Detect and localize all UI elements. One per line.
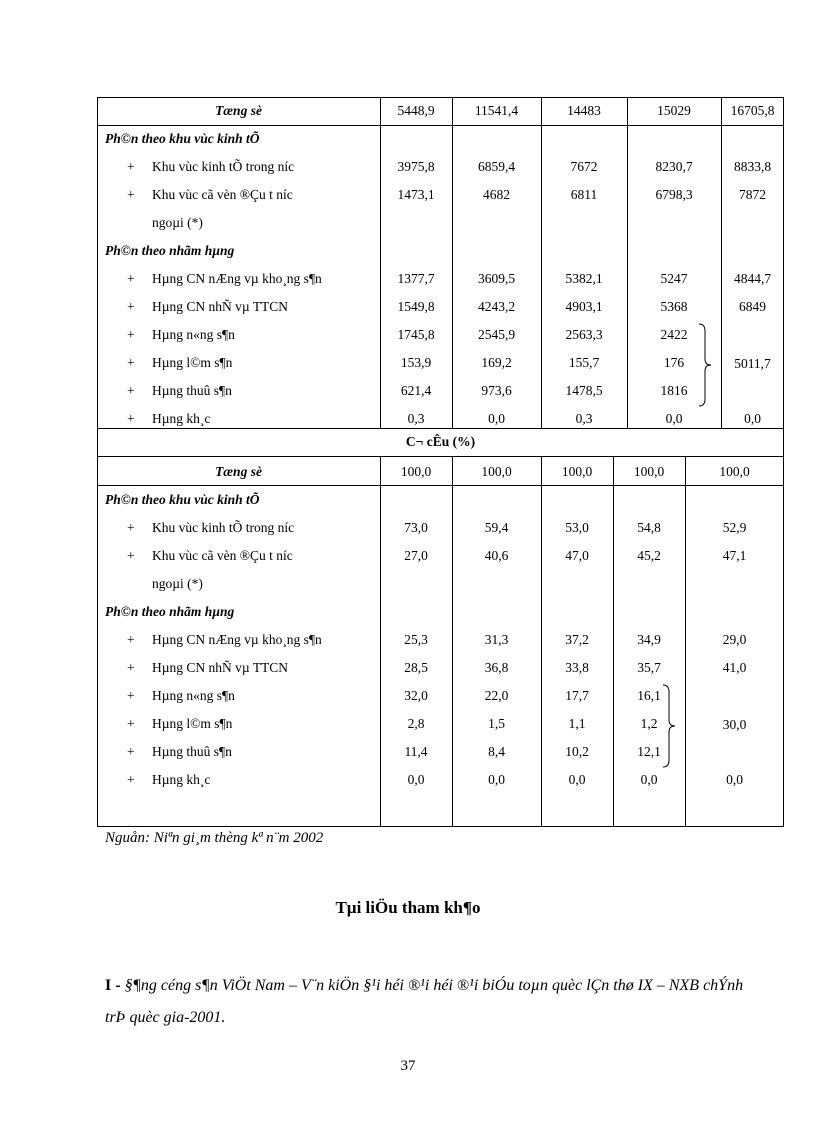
cell-value: 0,0 bbox=[726, 772, 743, 787]
cell-value: 11,4 bbox=[404, 744, 428, 759]
cell-value: 73,0 bbox=[404, 520, 428, 535]
cell-value: 47,0 bbox=[565, 548, 589, 563]
cell-value: 41,0 bbox=[722, 660, 747, 675]
cell-value: 169,2 bbox=[481, 355, 512, 370]
row-label: Hµng CN nÆng vµ kho¸ng s¶n bbox=[152, 271, 322, 286]
cell-value: 155,7 bbox=[568, 355, 600, 370]
cell-value: 6811 bbox=[570, 187, 598, 202]
cell-value: 3975,8 bbox=[397, 159, 435, 174]
total-value: 100,0 bbox=[633, 464, 665, 479]
cell-value: 33,8 bbox=[565, 660, 589, 675]
row-label: Hµng CN nÆng vµ kho¸ng s¶n bbox=[152, 632, 322, 647]
bullet-plus: + bbox=[127, 187, 135, 202]
cell-value: 973,6 bbox=[481, 383, 512, 398]
group-title: Ph©n theo nhãm hµng bbox=[105, 604, 235, 619]
cell-value: 37,2 bbox=[565, 632, 589, 647]
cell-value: 10,2 bbox=[565, 744, 589, 759]
table-border-top bbox=[97, 97, 784, 98]
cell-value: 35,7 bbox=[637, 660, 661, 675]
cell-value: 4844,7 bbox=[733, 271, 772, 286]
cell-value: 0,0 bbox=[744, 411, 761, 426]
col-divider-top bbox=[541, 97, 542, 428]
row-label: Hµng l©m s¶n bbox=[152, 716, 233, 731]
group-title: Ph©n theo nhãm hµng bbox=[105, 243, 235, 258]
row-divider bbox=[97, 485, 784, 486]
merge-brace bbox=[697, 323, 713, 407]
bullet-plus: + bbox=[127, 772, 135, 787]
structure-title: C¬ cÊu (%) bbox=[405, 434, 476, 449]
cell-value: 36,8 bbox=[484, 660, 509, 675]
row-label-cont: ngoµi (*) bbox=[152, 215, 203, 230]
cell-value: 0,0 bbox=[488, 772, 505, 787]
merge-brace bbox=[661, 684, 677, 768]
bullet-plus: + bbox=[127, 159, 135, 174]
bullet-plus: + bbox=[127, 271, 135, 286]
bullet-plus: + bbox=[127, 411, 135, 426]
row-label: Hµng CN nhÑ vµ TTCN bbox=[152, 660, 289, 675]
row-label: Hµng CN nhÑ vµ TTCN bbox=[152, 299, 289, 314]
cell-value: 27,0 bbox=[404, 548, 428, 563]
cell-value: 40,6 bbox=[484, 548, 509, 563]
cell-value: 12,1 bbox=[637, 744, 661, 759]
merged-value: 5011,7 bbox=[734, 356, 771, 371]
row-label: Hµng kh¸c bbox=[152, 772, 211, 787]
bullet-plus: + bbox=[127, 688, 135, 703]
cell-value: 1,2 bbox=[640, 716, 658, 731]
cell-value: 5382,1 bbox=[565, 271, 603, 286]
col-divider-top bbox=[452, 97, 453, 428]
total-value: 11541,4 bbox=[474, 103, 519, 118]
cell-value: 3609,5 bbox=[477, 271, 516, 286]
total-value: 100,0 bbox=[561, 464, 593, 479]
cell-value: 8,4 bbox=[488, 744, 505, 759]
cell-value: 0,0 bbox=[568, 772, 586, 787]
cell-value: 2563,3 bbox=[565, 327, 603, 342]
bullet-plus: + bbox=[127, 548, 135, 563]
merged-value: 30,0 bbox=[722, 717, 747, 732]
row-label: Khu vùc kinh tÕ trong níc bbox=[152, 159, 295, 174]
col-divider-top bbox=[627, 97, 628, 428]
row-label: Hµng n«ng s¶n bbox=[152, 688, 235, 703]
total-value: 15029 bbox=[657, 103, 691, 118]
page-number: 37 bbox=[400, 1058, 416, 1074]
cell-value: 4682 bbox=[483, 187, 510, 202]
cell-value: 2422 bbox=[660, 327, 688, 342]
bullet-plus: + bbox=[127, 299, 135, 314]
cell-value: 45,2 bbox=[637, 548, 661, 563]
cell-value: 17,7 bbox=[565, 688, 589, 703]
cell-value: 6859,4 bbox=[477, 159, 516, 174]
row-label: Hµng thuû s¶n bbox=[152, 383, 232, 398]
cell-value: 29,0 bbox=[722, 632, 747, 647]
cell-value: 53,0 bbox=[565, 520, 589, 535]
cell-value: 0,3 bbox=[575, 411, 593, 426]
table-border-bottom bbox=[97, 826, 784, 827]
row-label: Hµng thuû s¶n bbox=[152, 744, 232, 759]
cell-value: 0,0 bbox=[488, 411, 505, 426]
cell-value: 32,0 bbox=[404, 688, 428, 703]
row-divider bbox=[97, 456, 784, 457]
cell-value: 31,3 bbox=[484, 632, 509, 647]
cell-value: 1,1 bbox=[568, 716, 586, 731]
cell-value: 7672 bbox=[570, 159, 598, 174]
bullet-plus: + bbox=[127, 355, 135, 370]
cell-value: 6798,3 bbox=[655, 187, 693, 202]
cell-value: 1478,5 bbox=[565, 383, 603, 398]
cell-value: 4243,2 bbox=[477, 299, 516, 314]
total-label: Tæng sè bbox=[215, 103, 262, 118]
row-divider bbox=[97, 428, 784, 429]
cell-value: 621,4 bbox=[400, 383, 432, 398]
row-label: Hµng kh¸c bbox=[152, 411, 211, 426]
cell-value: 176 bbox=[663, 355, 685, 370]
row-label-cont: ngoµi (*) bbox=[152, 576, 203, 591]
bullet-plus: + bbox=[127, 383, 135, 398]
col-divider-top bbox=[380, 97, 381, 428]
cell-value: 5247 bbox=[660, 271, 688, 286]
total-value: 14483 bbox=[567, 103, 601, 118]
bullet-plus: + bbox=[127, 327, 135, 342]
cell-value: 0,0 bbox=[640, 772, 658, 787]
row-label: Hµng l©m s¶n bbox=[152, 355, 233, 370]
cell-value: 153,9 bbox=[400, 355, 432, 370]
cell-value: 1,5 bbox=[488, 716, 505, 731]
bullet-plus: + bbox=[127, 660, 135, 675]
reference-text: §¶ng céng s¶n ViÖt Nam – V¨n kiÖn §¹i héi ®¹i héi ®¹i biÓu toµn quèc lÇn thø IX – NXB chÝnh trÞ quèc gia-2001. bbox=[105, 977, 744, 1026]
row-label: Khu vùc cã vèn ®Çu t níc bbox=[152, 548, 293, 563]
bullet-plus: + bbox=[127, 520, 135, 535]
table-border-left bbox=[97, 97, 98, 827]
cell-value: 1816 bbox=[660, 383, 688, 398]
cell-value: 2545,9 bbox=[477, 327, 516, 342]
bullet-plus: + bbox=[127, 744, 135, 759]
total-label: Tæng sè bbox=[215, 464, 262, 479]
row-divider bbox=[97, 125, 784, 126]
total-value: 100,0 bbox=[481, 464, 512, 479]
cell-value: 16,1 bbox=[637, 688, 661, 703]
cell-value: 59,4 bbox=[484, 520, 509, 535]
cell-value: 54,8 bbox=[637, 520, 661, 535]
col-divider-top bbox=[721, 97, 722, 428]
row-label: Hµng n«ng s¶n bbox=[152, 327, 235, 342]
table-source: Nguån: Niªn gi¸m thèng kª n¨m 2002 bbox=[105, 830, 324, 846]
cell-value: 8230,7 bbox=[655, 159, 693, 174]
cell-value: 2,8 bbox=[407, 716, 425, 731]
row-label: Khu vùc cã vèn ®Çu t níc bbox=[152, 187, 293, 202]
cell-value: 6849 bbox=[739, 299, 766, 314]
total-value: 100,0 bbox=[719, 464, 750, 479]
bullet-plus: + bbox=[127, 716, 135, 731]
cell-value: 0,3 bbox=[407, 411, 425, 426]
total-value: 16705,8 bbox=[730, 103, 775, 118]
total-value: 100,0 bbox=[400, 464, 432, 479]
row-label: Khu vùc kinh tÕ trong níc bbox=[152, 520, 295, 535]
section-heading: Tµi liÖu tham kh¶o bbox=[335, 898, 481, 917]
cell-value: 25,3 bbox=[404, 632, 428, 647]
cell-value: 52,9 bbox=[722, 520, 747, 535]
cell-value: 22,0 bbox=[484, 688, 509, 703]
cell-value: 28,5 bbox=[404, 660, 428, 675]
cell-value: 1745,8 bbox=[397, 327, 435, 342]
cell-value: 4903,1 bbox=[565, 299, 603, 314]
cell-value: 1549,8 bbox=[397, 299, 435, 314]
cell-value: 8833,8 bbox=[733, 159, 772, 174]
bullet-plus: + bbox=[127, 632, 135, 647]
cell-value: 5368 bbox=[660, 299, 688, 314]
export-table bbox=[97, 97, 784, 827]
cell-value: 47,1 bbox=[722, 548, 747, 563]
cell-value: 0,0 bbox=[407, 772, 425, 787]
group-title: Ph©n theo khu vùc kinh tÕ bbox=[105, 492, 260, 507]
cell-value: 1473,1 bbox=[397, 187, 435, 202]
cell-value: 1377,7 bbox=[397, 271, 435, 286]
group-title: Ph©n theo khu vùc kinh tÕ bbox=[105, 131, 260, 146]
cell-value: 34,9 bbox=[637, 632, 661, 647]
total-value: 5448,9 bbox=[397, 103, 435, 118]
cell-value: 7872 bbox=[739, 187, 766, 202]
reference-prefix: I - bbox=[105, 977, 125, 994]
cell-value: 0,0 bbox=[665, 411, 683, 426]
reference-item bbox=[105, 970, 765, 1034]
